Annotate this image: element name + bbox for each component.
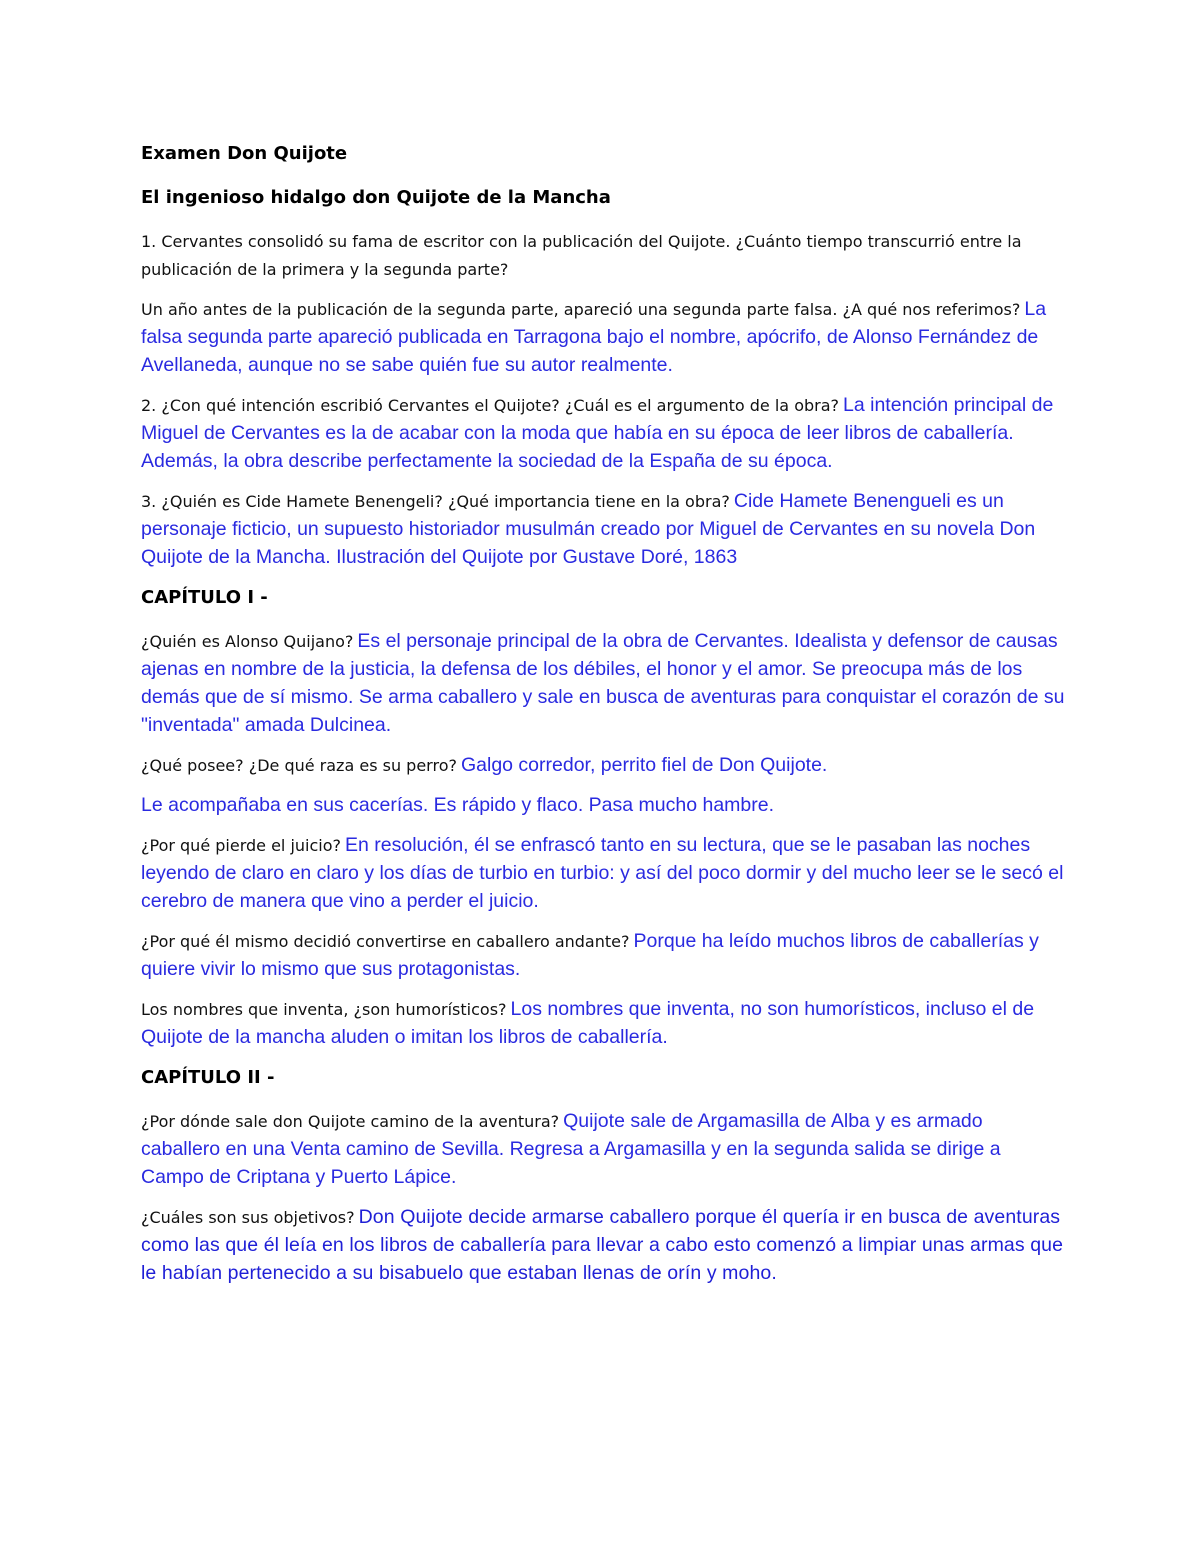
question-text: ¿Quién es Alonso Quijano? — [141, 632, 354, 651]
question-block — [141, 628, 1066, 740]
question-block — [141, 488, 1066, 572]
answer-text: Cide Hamete Benengueli es un personaje ficticio, un supuesto historiador musulmán creado por Miguel de Cervantes en su novela Don Quijote de la Mancha. Ilustración del Quijote por Gustave Doré, 1863 — [141, 490, 1036, 568]
answer-text: Le acompañaba en sus cacerías. Es rápido y flaco. Pasa mucho hambre. — [141, 794, 775, 816]
question-block — [141, 928, 1066, 984]
question-text: Un año antes de la publicación de la segunda parte, apareció una segunda parte falsa. ¿A qué nos referimos? — [141, 300, 1021, 319]
answer-text: Los nombres que inventa, no son humorísticos, incluso el de Quijote de la mancha aluden o imitan los libros de caballería. — [141, 998, 1035, 1048]
question-block — [141, 1204, 1066, 1288]
question-text: ¿Qué posee? ¿De qué raza es su perro? — [141, 756, 457, 775]
question-text: Los nombres que inventa, ¿son humorísticos? — [141, 1000, 507, 1019]
answer-text: En resolución, él se enfrascó tanto en su lectura, que se le pasaban las noches leyendo de claro en claro y los días de turbio en turbio: y así del poco dormir y del mucho leer se le secó el cerebro de manera que vino a perder el juicio. — [141, 834, 1064, 912]
question-block — [141, 228, 1066, 284]
document-page — [141, 140, 1066, 1300]
answer-text: Don Quijote decide armarse caballero porque él quería ir en busca de aventuras como las que él leía en los libros de caballería para llevar a cabo esto comenzó a limpiar unas armas que le habían pertenecido a su bisabuelo que estaban llenas de orín y moho. — [141, 1206, 1064, 1284]
question-text: 2. ¿Con qué intención escribió Cervantes el Quijote? ¿Cuál es el argumento de la obra? — [141, 396, 840, 415]
question-block — [141, 296, 1066, 380]
chapter-heading: CAPÍTULO I - — [141, 587, 268, 608]
answer-text: La intención principal de Miguel de Cervantes es la de acabar con la moda que había en su época de leer libros de caballería. Además, la obra describe perfectamente la sociedad de la España de su época. — [141, 394, 1054, 472]
question-block — [141, 1108, 1066, 1192]
document-subtitle: El ingenioso hidalgo don Quijote de la Mancha — [141, 187, 611, 208]
answer-block — [141, 792, 1066, 820]
answer-text: Es el personaje principal de la obra de Cervantes. Idealista y defensor de causas ajenas en nombre de la justicia, la defensa de los débiles, el honor y el amor. Se preocupa más de los demás que de sí mismo. Se arma caballero y sale en busca de aventuras para conquistar el corazón de su "inventada" amada Dulcinea. — [141, 630, 1065, 736]
question-text: ¿Por dónde sale don Quijote camino de la aventura? — [141, 1112, 560, 1131]
question-block — [141, 832, 1066, 916]
question-block — [141, 752, 1066, 780]
answer-text: La falsa segunda parte apareció publicada en Tarragona bajo el nombre, apócrifo, de Alonso Fernández de Avellaneda, aunque no se sabe quién fue su autor realmente. — [141, 298, 1047, 376]
question-text: ¿Cuáles son sus objetivos? — [141, 1208, 355, 1227]
question-text: 1. Cervantes consolidó su fama de escritor con la publicación del Quijote. ¿Cuánto tiempo transcurrió entre la publicación de la primera y la segunda parte? — [141, 232, 1022, 279]
question-block — [141, 996, 1066, 1052]
answer-text: Porque ha leído muchos libros de caballerías y quiere vivir lo mismo que sus protagonistas. — [141, 930, 1039, 980]
document-title: Examen Don Quijote — [141, 143, 348, 164]
chapter-heading: CAPÍTULO II - — [141, 1067, 275, 1088]
question-text: ¿Por qué él mismo decidió convertirse en caballero andante? — [141, 932, 630, 951]
question-text: 3. ¿Quién es Cide Hamete Benengeli? ¿Qué importancia tiene en la obra? — [141, 492, 730, 511]
question-block — [141, 392, 1066, 476]
answer-text: Quijote sale de Argamasilla de Alba y es armado caballero en una Venta camino de Sevilla. Regresa a Argamasilla y en la segunda salida se dirige a Campo de Criptana y Puerto Lápice. — [141, 1110, 1001, 1188]
answer-text: Galgo corredor, perrito fiel de Don Quijote. — [460, 754, 828, 776]
question-text: ¿Por qué pierde el juicio? — [141, 836, 342, 855]
